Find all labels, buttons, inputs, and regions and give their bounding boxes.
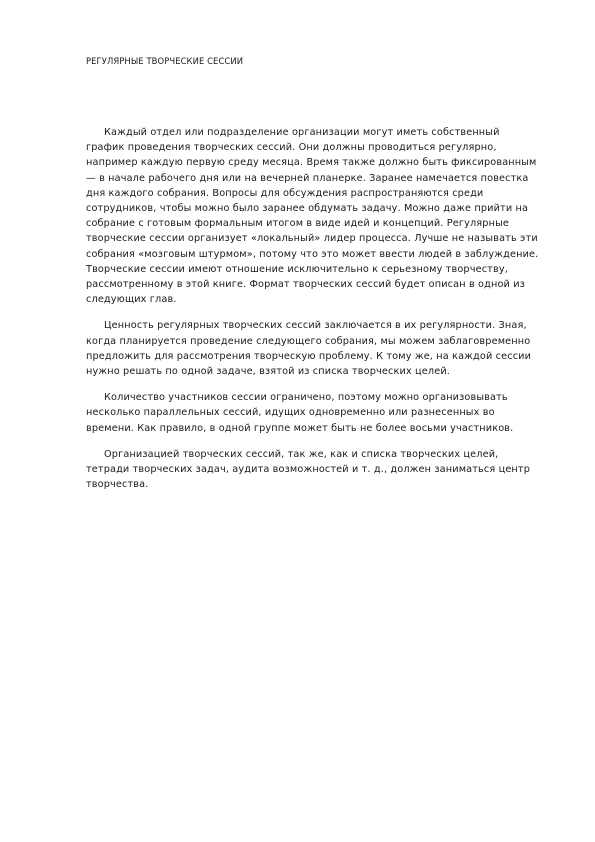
paragraph: Количество участников сессии ограничено, поэтому можно организовывать несколько параллельных сессий, идущих одновременно или разнесенных во времени. Как правило, в одной группе может быть не более восьми участников.	[86, 392, 514, 434]
paragraph: Ценность регулярных творческих сессий заключается в их регулярности. Зная, когда планируется проведение следующего собрания, мы можем заблаговременно предложить для рассмотрения творческую проблему. К тому же, на каждой сессии нужно решать по одной задаче, взятой из списка творческих целей.	[86, 320, 532, 378]
paragraph: Организацией творческих сессий, так же, как и списка творческих целей, тетради творческих задач, аудита возможностей и т. д., должен заниматься центр творчества.	[86, 448, 531, 491]
document-title: РЕГУЛЯРНЫЕ ТВОРЧЕСКИЕ СЕССИИ	[86, 56, 244, 66]
document-body	[86, 125, 541, 503]
paragraph: Каждый отдел или подразделение организации могут иметь собственный график проведения творческих сессий. Они должны проводиться регулярно, например каждую первую среду месяца. Время также должно быть фиксированным — в начале рабочего дня или на вечерней планерке. Заранее намечается повестка дня каждого собрания. Вопросы для обсуждения распространяются среди сотрудников, чтобы можно было заранее обдумать задачу. Можно даже прийти на собрание с готовым формальным итогом в виде идей и концепций. Регулярные творческие сессии организует «локальный» лидер процесса. Лучше не называть эти собрания «мозговым штурмом», потому что это может ввести людей в заблуждение. Творческие сессии имеют отношение исключительно к серьезному творчеству, рассмотренному в этой книге. Формат творческих сессий будет описан в одной из следующих глав.	[86, 127, 539, 306]
